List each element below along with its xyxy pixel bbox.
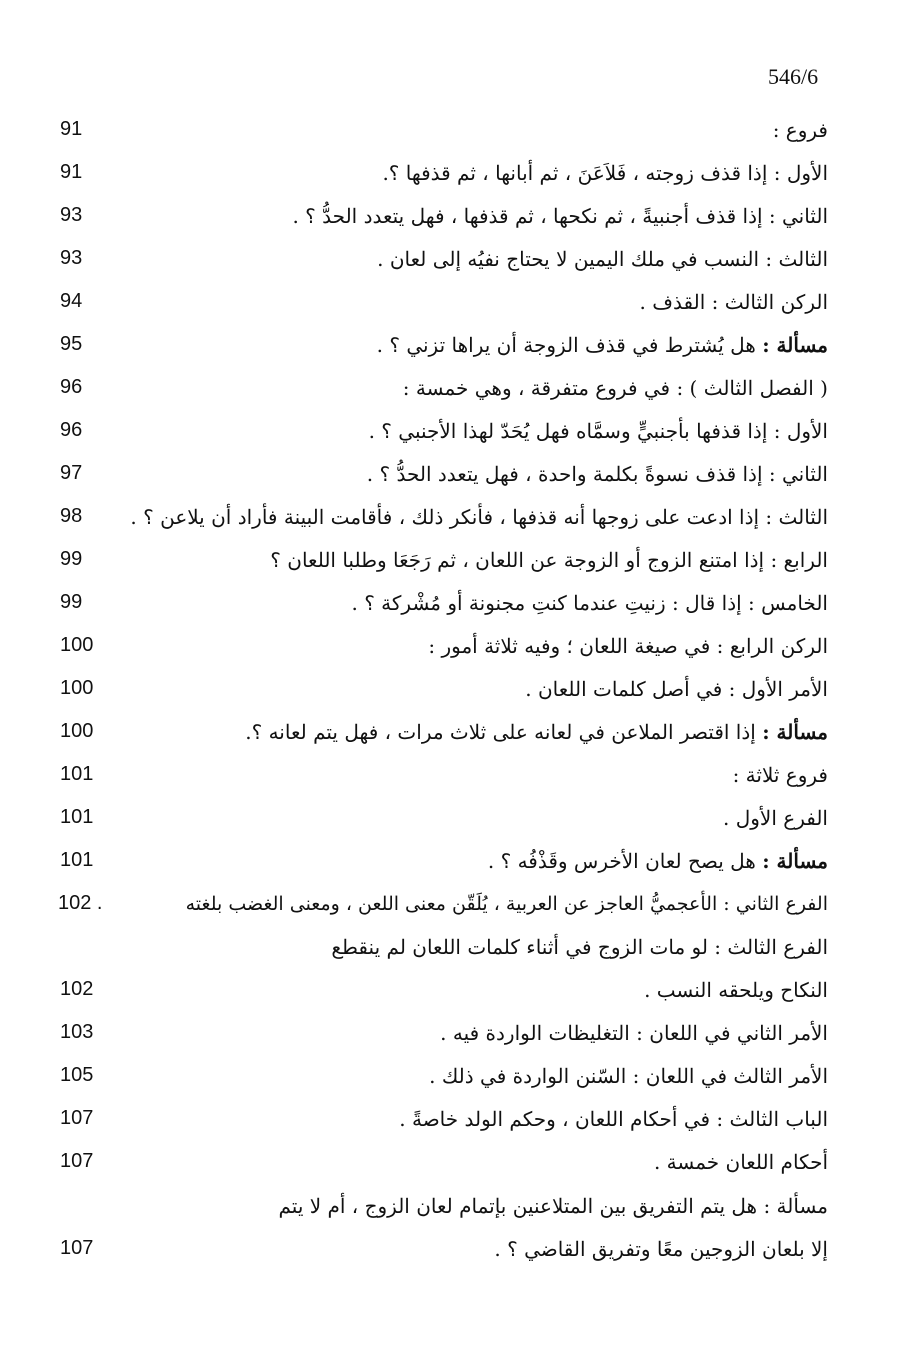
toc-entry-text: الفرع الثاني : الأعجميُّ العاجز عن العربية ، يُلَقّن معنى اللعن ، ومعنى الغضب بلغته: [185, 893, 828, 915]
toc-entry-text: الفرع الثالث : لو مات الزوج في أثناء كلمات اللعان لم ينقطع: [331, 935, 828, 959]
toc-entry-text: مسألة : هل يتم التفريق بين المتلاعنين بإتمام لعان الزوج ، أم لا يتم: [278, 1194, 828, 1218]
toc-entry-title: [108, 1015, 828, 1051]
toc-entry-page-number: 100: [60, 720, 94, 742]
toc-entry: [0, 241, 916, 284]
toc-entry-page-number: 91: [60, 161, 83, 183]
toc-entry-page-number: 103: [60, 1021, 94, 1043]
toc-entry-text: ( الفصل الثالث ) : في فروع متفرقة ، وهي خمسة :: [402, 376, 828, 400]
toc-entry-text: الأمر الثالث في اللعان : السّنن الواردة في ذلك .: [429, 1064, 828, 1088]
toc-entry-title: [108, 499, 828, 535]
toc-entry-lead: مسألة :: [762, 333, 828, 357]
toc-entry-text: الأمر الأول : في أصل كلمات اللعان .: [525, 677, 828, 701]
toc-entry-title: [108, 1188, 828, 1224]
toc-entry-text: هل يصح لعان الأخرس وقَذْفُه ؟ .: [487, 849, 756, 873]
toc-entry-title: [108, 929, 828, 965]
toc-entry-title: [108, 198, 828, 234]
toc-entry-title: [108, 1058, 828, 1094]
toc-entry-text: النكاح ويلحقه النسب .: [644, 978, 828, 1002]
toc-entry-text: الثالث : إذا ادعت على زوجها أنه قذفها ، فأنكر ذلك ، فأقامت البينة فأراد أن يلاعن ؟ .: [130, 505, 828, 529]
toc-entry: [0, 628, 916, 671]
toc-entry-text: أحكام اللعان خمسة .: [653, 1150, 828, 1174]
toc-entry-page-number: 94: [60, 290, 83, 312]
toc-entry-text: فروع ثلاثة :: [732, 763, 828, 787]
toc-entry-text: الثاني : إذا قذف أجنبيةً ، ثم نكحها ، ثم قذفها ، فهل يتعدد الحدُّ ؟ .: [292, 204, 828, 228]
toc-entry: [0, 800, 916, 843]
toc-entry: [0, 757, 916, 800]
toc-entry: [0, 499, 916, 542]
toc-entry-title: [108, 284, 828, 320]
toc-entry-page-number: 107: [60, 1237, 94, 1259]
toc-entry: [0, 1015, 916, 1058]
toc-entry: [0, 1101, 916, 1144]
toc-entry-title: [108, 714, 828, 750]
toc-entry: [0, 1188, 916, 1231]
toc-entry-page-number: 100: [60, 677, 94, 699]
toc-entry: [0, 972, 916, 1015]
toc-entry-text: إلا بلعان الزوجين معًا وتفريق القاضي ؟ .: [494, 1237, 828, 1261]
toc-entry-page-number: 100: [60, 634, 94, 656]
toc-entry-page-number: 95: [60, 333, 83, 355]
toc-entry-text: الثاني : إذا قذف نسوةً بكلمة واحدة ، فهل يتعدد الحدُّ ؟ .: [366, 462, 828, 486]
toc-entry: [0, 542, 916, 585]
toc-entry-title: [108, 112, 828, 148]
toc-entry-title: [108, 585, 828, 621]
toc-entry: [0, 843, 916, 886]
toc-entry-page-number: 101: [60, 849, 94, 871]
toc-entry-title: [108, 1231, 828, 1267]
toc-entry: [0, 456, 916, 499]
toc-entry-page-number: 97: [60, 462, 83, 484]
toc-entry-page-number: 96: [60, 376, 83, 398]
toc-entry-lead: مسألة :: [762, 849, 828, 873]
toc-entry-page-number: 93: [60, 204, 83, 226]
toc-entry-page-number: 99: [60, 548, 83, 570]
toc-entry-page-number: 107: [60, 1150, 94, 1172]
toc-entry-page-number: 99: [60, 591, 83, 613]
toc-entry-text: الثالث : النسب في ملك اليمين لا يحتاج نفيُه إلى لعان .: [377, 247, 828, 271]
toc-entry-page-number: 96: [60, 419, 83, 441]
toc-entry-text: الأول : إذا قذف زوجته ، فَلاَعَنَ ، ثم أبانها ، ثم قذفها ؟.: [382, 161, 828, 185]
toc-entry-title: [108, 1101, 828, 1137]
toc-entry-page-number: 98: [60, 505, 83, 527]
page-reference: 546/6: [768, 64, 819, 89]
toc-entry-title: [108, 1144, 828, 1180]
toc-entry-text: إذا اقتصر الملاعن في لعانه على ثلاث مرات ، فهل يتم لعانه ؟.: [245, 720, 756, 744]
toc-entry-title: [108, 757, 828, 793]
toc-entry-text: الأول : إذا قذفها بأجنبيٍّ وسمَّاه فهل يُحَدّ لهذا الأجنبي ؟ .: [368, 419, 828, 443]
toc-entry-title: [108, 671, 828, 707]
toc-entry: [0, 1231, 916, 1274]
toc-entry-page-number: 93: [60, 247, 83, 269]
toc-entry-text: الركن الثالث : القذف .: [639, 290, 828, 314]
toc-entry-title: [108, 628, 828, 664]
toc-entry-title: [108, 843, 828, 879]
toc-entry-title: [108, 542, 828, 578]
toc-entry-text: هل يُشترط في قذف الزوجة أن يراها تزني ؟ .: [376, 333, 756, 357]
toc-entry: [0, 671, 916, 714]
toc-entry-title: [108, 413, 828, 449]
toc-entry-text: فروع :: [772, 118, 828, 142]
toc-entry-text: الفرع الأول .: [723, 806, 828, 830]
toc-entry: [0, 413, 916, 456]
toc-entry-page-number: 101: [60, 763, 94, 785]
toc-entry-page-number: 107: [60, 1107, 94, 1129]
toc-entry-title: [108, 972, 828, 1008]
toc-entry: [0, 327, 916, 370]
toc-entry-title: [108, 800, 828, 836]
toc-entry: [0, 1144, 916, 1187]
toc-entry-title: [108, 241, 828, 277]
toc-entry-lead: مسألة :: [762, 720, 828, 744]
toc-entry: [0, 585, 916, 628]
toc-entry: [0, 198, 916, 241]
toc-entry: [0, 155, 916, 198]
toc-entry-title: [108, 456, 828, 492]
toc-entry-title: [108, 370, 828, 406]
toc-entry-page-number: 91: [60, 118, 83, 140]
toc-entry-text: الأمر الثاني في اللعان : التغليظات الواردة فيه .: [440, 1021, 828, 1045]
toc-entry: [0, 714, 916, 757]
toc-entry-title: [108, 155, 828, 191]
toc-entry-page-number: 105: [60, 1064, 94, 1086]
toc-entry-title: [88, 886, 828, 922]
toc-entry-text: الخامس : إذا قال : زنيتِ عندما كنتِ مجنونة أو مُشْركة ؟ .: [351, 591, 828, 615]
toc-entry: [0, 929, 916, 972]
toc-entry-page-number: 102 .: [58, 886, 118, 920]
toc-entry: [0, 112, 916, 155]
toc-entry-text: الرابع : إذا امتنع الزوج أو الزوجة عن اللعان ، ثم رَجَعَا وطلبا اللعان ؟: [270, 548, 828, 572]
toc-entry-page-number: 101: [60, 806, 94, 828]
toc-entry-page-number: 102: [60, 978, 94, 1000]
toc-entry: [0, 370, 916, 413]
toc-entry: [0, 886, 916, 929]
toc-entry-title: [108, 327, 828, 363]
toc-entry: [0, 1058, 916, 1101]
toc-entry: [0, 284, 916, 327]
toc-entry-text: الركن الرابع : في صيغة اللعان ؛ وفيه ثلاثة أمور :: [428, 634, 828, 658]
toc-entry-text: الباب الثالث : في أحكام اللعان ، وحكم الولد خاصةً .: [399, 1107, 828, 1131]
